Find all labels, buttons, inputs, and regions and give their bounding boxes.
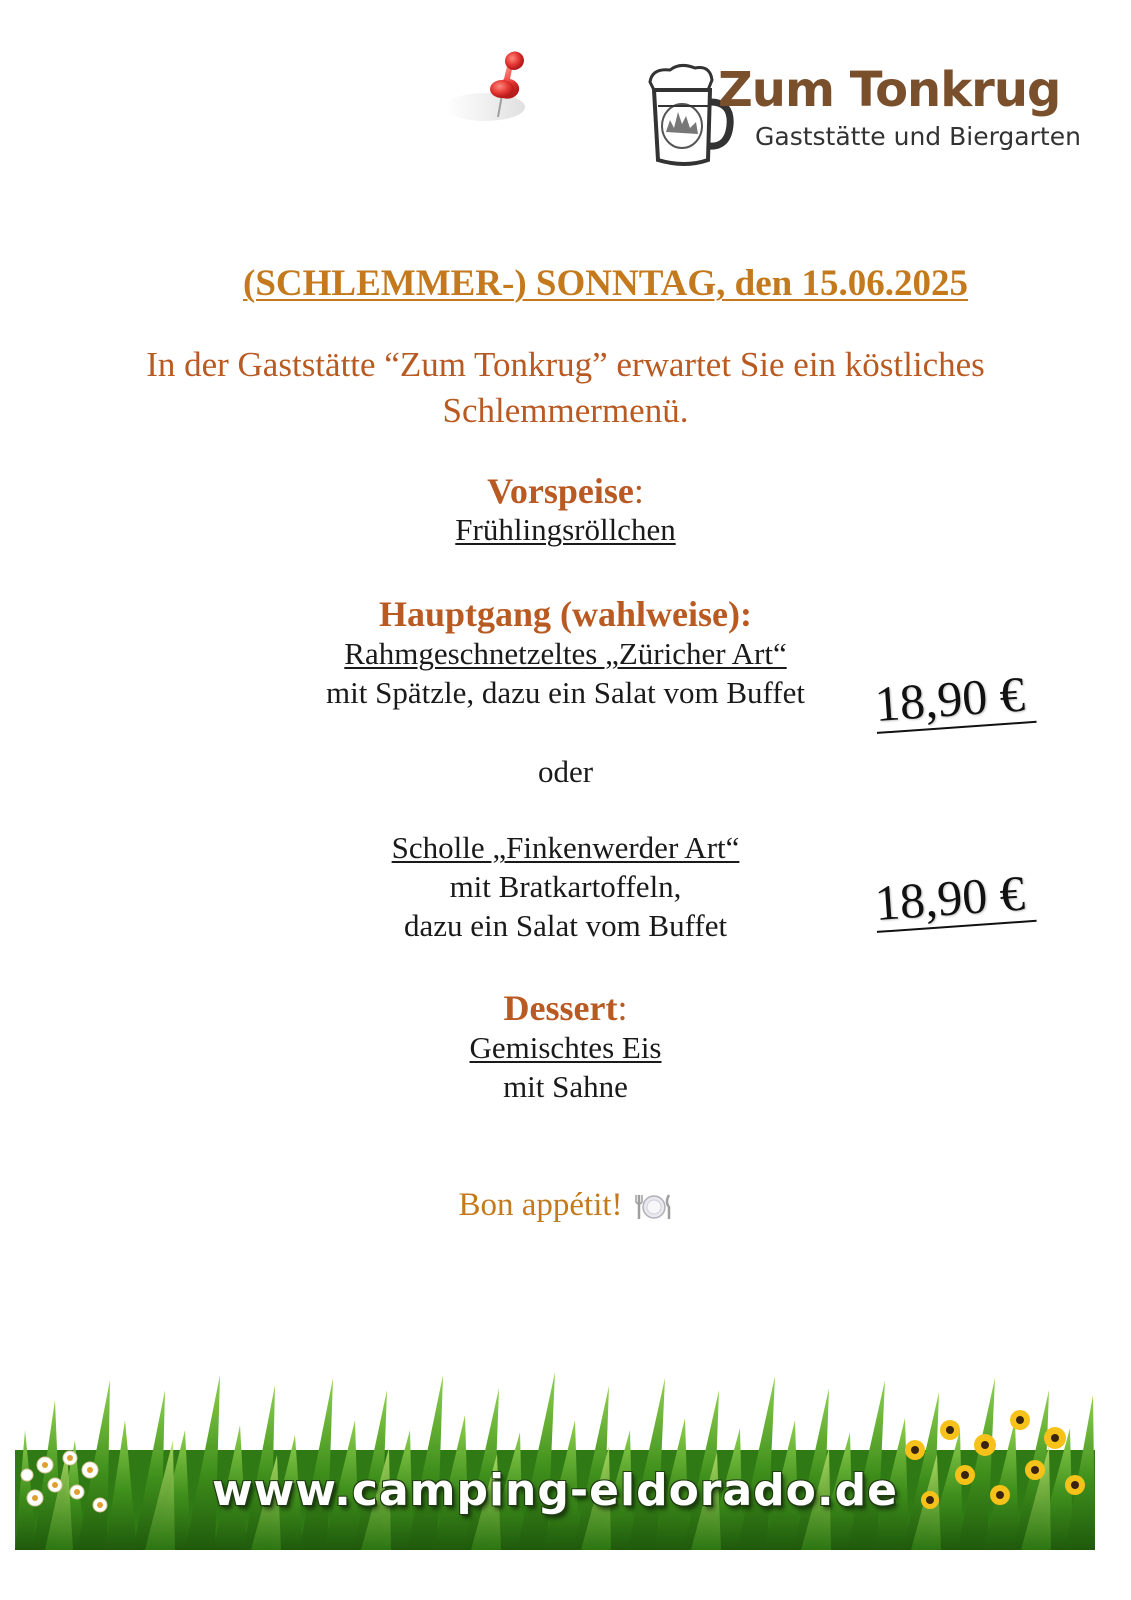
vorspeise-heading	[0, 470, 1131, 512]
page-title: (SCHLEMMER-) SONNTAG, den 15.06.2025	[243, 263, 968, 304]
vorspeise-dish	[0, 510, 1131, 549]
option-separator: oder	[537, 754, 594, 789]
dessert-desc: mit Sahne	[503, 1069, 628, 1104]
logo-title: Zum Tonkrug	[718, 62, 1061, 118]
dessert-title: Dessert	[503, 988, 618, 1028]
vorspeise-colon: :	[633, 471, 644, 511]
main-option-2-desc-2: dazu ein Salat vom Buffet	[403, 908, 728, 943]
closing-line	[0, 1187, 1131, 1224]
main-option-2-price: 18,90 €	[873, 864, 1037, 933]
intro-text	[0, 342, 1131, 434]
main-option-1-price: 18,90 €	[873, 665, 1037, 734]
intro-line-2: Schlemmermenü.	[442, 391, 689, 430]
pushpin-icon	[440, 45, 550, 135]
main-option-1-desc: mit Spätzle, dazu ein Salat vom Buffet	[326, 675, 805, 710]
main-option-2-name: Scholle „Finkenwerder Art“	[391, 830, 740, 865]
dessert-heading	[0, 987, 1131, 1029]
footer-banner	[15, 1370, 1095, 1550]
vorspeise-title: Vorspeise	[487, 471, 634, 511]
hauptgang-heading: Hauptgang (wahlweise):	[378, 594, 752, 634]
logo-subtitle: Gaststätte und Biergarten	[755, 122, 1081, 151]
dessert-colon: :	[617, 988, 628, 1028]
dessert-dish-name: Gemischtes Eis	[469, 1030, 662, 1065]
intro-line-1: In der Gaststätte “Zum Tonkrug” erwartet Sie ein köstliches	[146, 345, 985, 384]
logo	[640, 60, 1081, 180]
main-option-2-desc-1: mit Bratkartoffeln,	[449, 869, 682, 904]
dessert-item	[0, 1028, 1131, 1106]
closing-text: Bon appétit!	[458, 1187, 623, 1223]
plate-cutlery-icon	[635, 1192, 673, 1222]
vorspeise-dish-name: Frühlingsröllchen	[455, 512, 676, 547]
website-url: www.camping-eldorado.de	[212, 1465, 898, 1516]
main-option-1-name: Rahmgeschnetzeltes „Züricher Art“	[344, 636, 787, 671]
grass-flowers-illustration	[15, 1370, 1095, 1550]
